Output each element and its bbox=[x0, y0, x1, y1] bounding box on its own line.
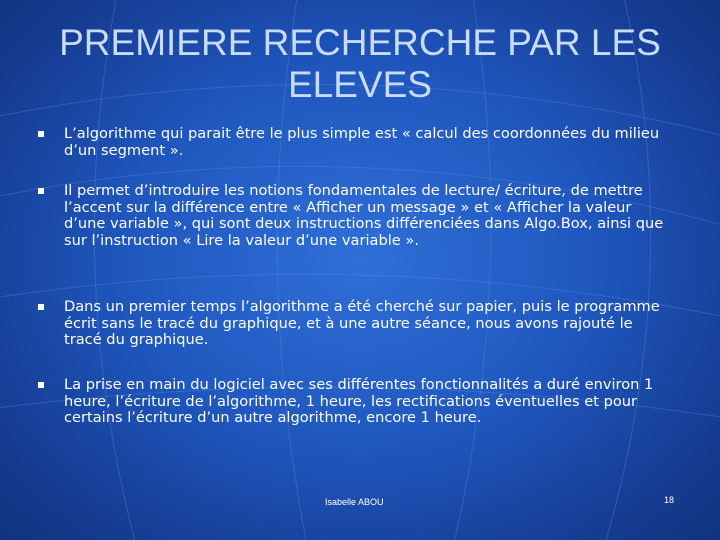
slide-title: PREMIERE RECHERCHE PAR LES ELEVES bbox=[59, 22, 661, 105]
bullet-text: L’algorithme qui parait être le plus simple est « calcul des coordonnées du milieu d’un segment ». bbox=[64, 125, 660, 159]
bullet-square-icon bbox=[38, 131, 44, 137]
bullet-item bbox=[64, 183, 670, 249]
bullet-item bbox=[64, 377, 670, 427]
page-number: 18 bbox=[664, 495, 675, 505]
bullet-square-icon bbox=[38, 304, 44, 310]
author-footer: Isabelle ABOU bbox=[325, 497, 384, 507]
bullet-text: Il permet d’introduire les notions fondamentales de lecture/ écriture, de mettre l’accent sur la différence entre « Afficher un message » et « Afficher la valeur d’une variable », qui sont deux instructions différenciées dans Algo.Box, ainsi que sur l’instruction « Lire la valeur d’une variable ». bbox=[64, 182, 664, 249]
bullet-text: La prise en main du logiciel avec ses différentes fonctionnalités a duré environ 1 heure, l’écriture de l’algorithme, 1 heure, les rectifications éventuelles et pour certains l’écriture d’un autre algorithme, encore 1 heure. bbox=[64, 376, 654, 426]
bullet-item bbox=[64, 299, 670, 349]
bullet-item bbox=[64, 126, 670, 159]
bullet-text: Dans un premier temps l’algorithme a été cherché sur papier, puis le programme écrit sans le tracé du graphique, et à une autre séance, nous avons rajouté le tracé du graphique. bbox=[64, 298, 660, 348]
bullet-square-icon bbox=[38, 188, 44, 194]
bullet-square-icon bbox=[38, 382, 44, 388]
